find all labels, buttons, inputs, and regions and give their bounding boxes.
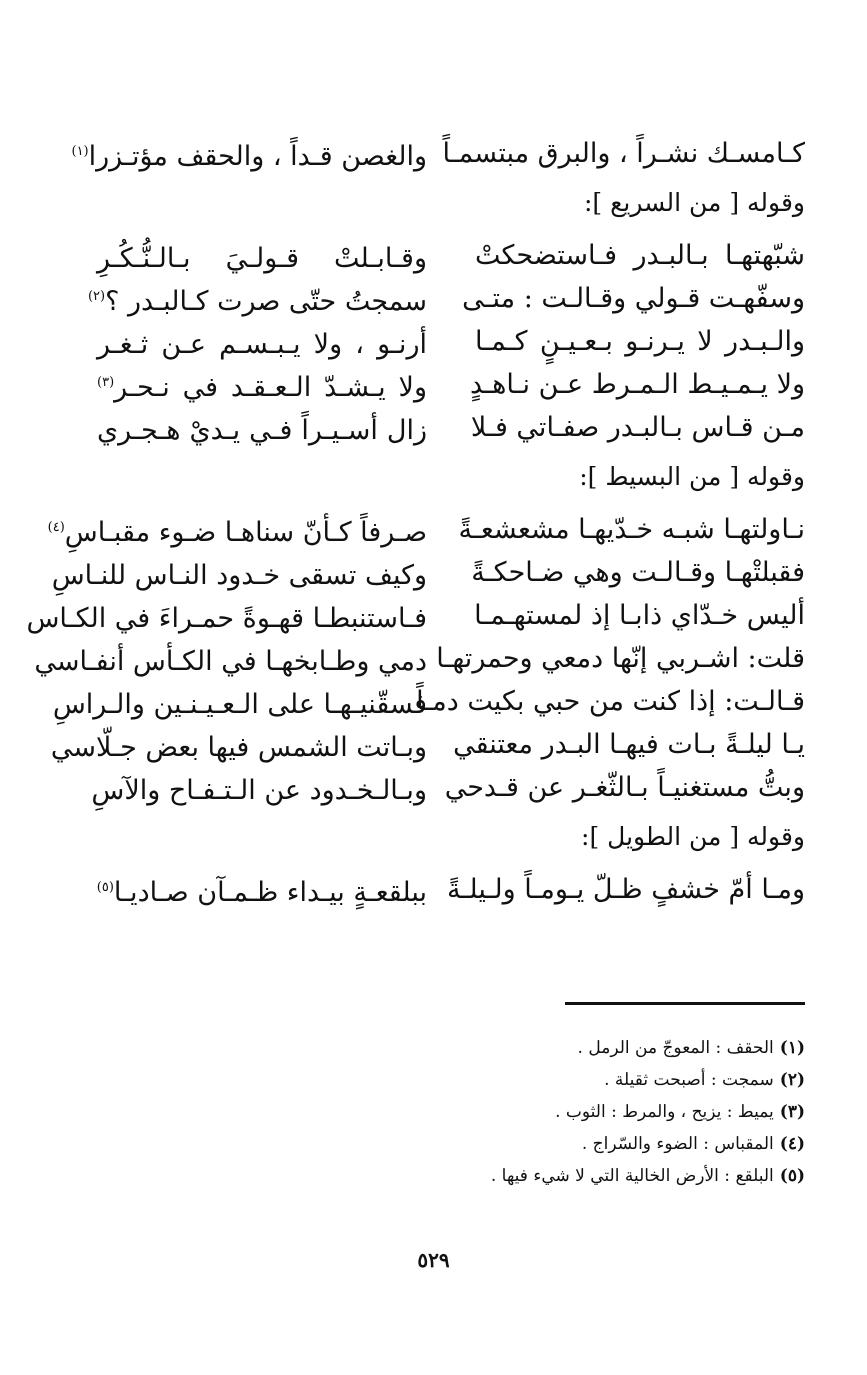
verse-first-hemistich: نـاولتهـا شبـه خـدّيهـا مشعشعـةً — [458, 514, 805, 545]
verse-first-hemistich: ولا يـمـيـط الـمـرط عـن نـاهـدٍ — [470, 369, 805, 400]
footnote-number: (٣) — [779, 1102, 805, 1122]
verse-first-hemistich: والـبـدر لا يـرنـو بـعـيـنٍ كـمـا — [475, 326, 805, 357]
verse-second-hemistich: وبـالـخـدود عن الـتـفـاح والآسِ — [91, 774, 427, 806]
footnote-reference: (٣) — [97, 374, 115, 390]
verse-line — [97, 406, 805, 449]
verse-second-hemistich: فسقّنيـهـا على الـعـيـنـين والـراسِ — [52, 688, 427, 720]
verse-line — [47, 508, 805, 551]
verse-line — [26, 594, 805, 637]
verse-first-hemistich: كـامسـك نشـراً ، والبرق مبتسمـاً — [442, 138, 805, 169]
footnote-reference: (٥) — [96, 879, 114, 895]
verse-second-hemistich: زال أسـيـراً فـي يـديْ هـجـري — [97, 414, 427, 446]
verse-line — [87, 277, 805, 320]
verse-first-hemistich: مـن قـاس بـالبـدر صفـاتي فـلا — [470, 412, 805, 443]
stanza — [26, 508, 805, 809]
stanza — [87, 234, 805, 449]
verse-line — [51, 551, 805, 594]
footnote-item — [97, 1064, 805, 1096]
verse-second-hemistich: سمجتُ حتّى صرت كـالبـدر ؟$^{(٢)}$ — [87, 285, 427, 317]
footnote-text: الحقف : المعوجّ من الرمل . — [577, 1038, 774, 1058]
footnotes — [97, 1032, 805, 1192]
verse-line — [34, 637, 805, 680]
footnote-reference: (٢) — [87, 288, 106, 304]
verse-line — [97, 234, 805, 277]
verse-line — [50, 723, 805, 766]
footnote-reference: (٤) — [47, 519, 65, 535]
verse-first-hemistich: وبتُّ مستغنيـاً بـالثّغـر عن قـدحي — [444, 772, 805, 803]
footnote-number: (١) — [779, 1038, 805, 1058]
verse-first-hemistich: يـا ليلـةً بـات فيهـا البـدر معتنقي — [453, 729, 805, 760]
stanza — [97, 868, 805, 911]
stanza — [71, 132, 805, 175]
footnote-text: المقباس : الضوء والسّراج . — [581, 1134, 774, 1154]
page-number: ٥٢٩ — [417, 1248, 450, 1272]
poem-intro: وقوله [ من البسيط ]: — [579, 462, 805, 491]
poem-intro: وقوله [ من السريع ]: — [583, 188, 805, 217]
verse-first-hemistich: وسفّهـت قـولي وقـالـت : متـى — [462, 283, 805, 314]
verse-line — [52, 680, 805, 723]
verse-first-hemistich: ومـا أمّ خشفٍ ظـلّ يـومـاً ولـيلـةً — [447, 874, 805, 905]
verse-first-hemistich: فقبلتْهـا وقـالـت وهي ضـاحكـةً — [471, 557, 805, 588]
footnote-item — [97, 1128, 805, 1160]
footnote-text: سمجت : أصبحت ثقيلة . — [604, 1070, 774, 1090]
verse-line — [71, 132, 805, 175]
footnote-separator — [565, 1002, 805, 1005]
footnote-number: (٥) — [779, 1166, 805, 1186]
verse-first-hemistich: قلت: اشـربي إنّها دمعي وحمرتهـا — [436, 643, 805, 674]
verse-first-hemistich: قـالـت: إذا كنت من حبي بكيت دمـاً — [416, 686, 805, 717]
footnote-text: يميط : يزيح ، والمرط : الثوب . — [555, 1102, 774, 1122]
footnote-item — [97, 1096, 805, 1128]
footnote-item — [97, 1160, 805, 1192]
footnote-reference: (١) — [71, 143, 89, 159]
poetry-body — [26, 132, 805, 911]
verse-second-hemistich: فـاستنبطـا قهـوةً حمـراءَ في الكـاس — [26, 602, 427, 634]
verse-second-hemistich: وقـابـلتْ قـولـيَ بـالـنُّـكُـرِ — [97, 242, 427, 274]
verse-line — [97, 363, 805, 406]
footnote-number: (٤) — [779, 1134, 805, 1154]
verse-line — [97, 320, 805, 363]
verse-second-hemistich: ببلقعـةٍ بيـداء ظـمـآن صـاديـا$^{(٥)}$ — [96, 876, 427, 908]
footnote-number: (٢) — [779, 1070, 805, 1090]
verse-line — [91, 766, 805, 809]
verse-second-hemistich: صـرفاً كـأنّ سناهـا ضـوء مقبـاسِ$^{(٤)}$ — [47, 516, 427, 548]
footnote-text: البلقع : الأرض الخالية التي لا شيء فيها . — [490, 1166, 774, 1186]
verse-line — [97, 868, 805, 911]
footnote-item — [97, 1032, 805, 1064]
verse-first-hemistich: أليس خـدّاي ذابـا إذ لمستهـمـا — [474, 600, 805, 631]
verse-second-hemistich: أرنـو ، ولا يـبـسـم عـن ثـغـر — [97, 328, 427, 360]
verse-first-hemistich: شبّهتهـا بـالبـدر فـاستضحكتْ — [475, 240, 805, 271]
verse-second-hemistich: ولا يـشـدّ الـعـقـد في نـحـر$^{(٣)}$ — [97, 371, 427, 403]
poem-intro: وقوله [ من الطويل ]: — [581, 822, 805, 851]
verse-second-hemistich: وبـاتت الشمس فيها بعض جـلّاسي — [50, 731, 427, 763]
verse-second-hemistich: دمي وطـابخهـا في الكـأس أنفـاسي — [34, 645, 427, 677]
verse-second-hemistich: وكيف تسقى خـدود النـاس للنـاسِ — [51, 559, 427, 591]
verse-second-hemistich: والغصن قـداً ، والحقف مؤتـزرا$^{(١)}$ — [71, 140, 427, 172]
